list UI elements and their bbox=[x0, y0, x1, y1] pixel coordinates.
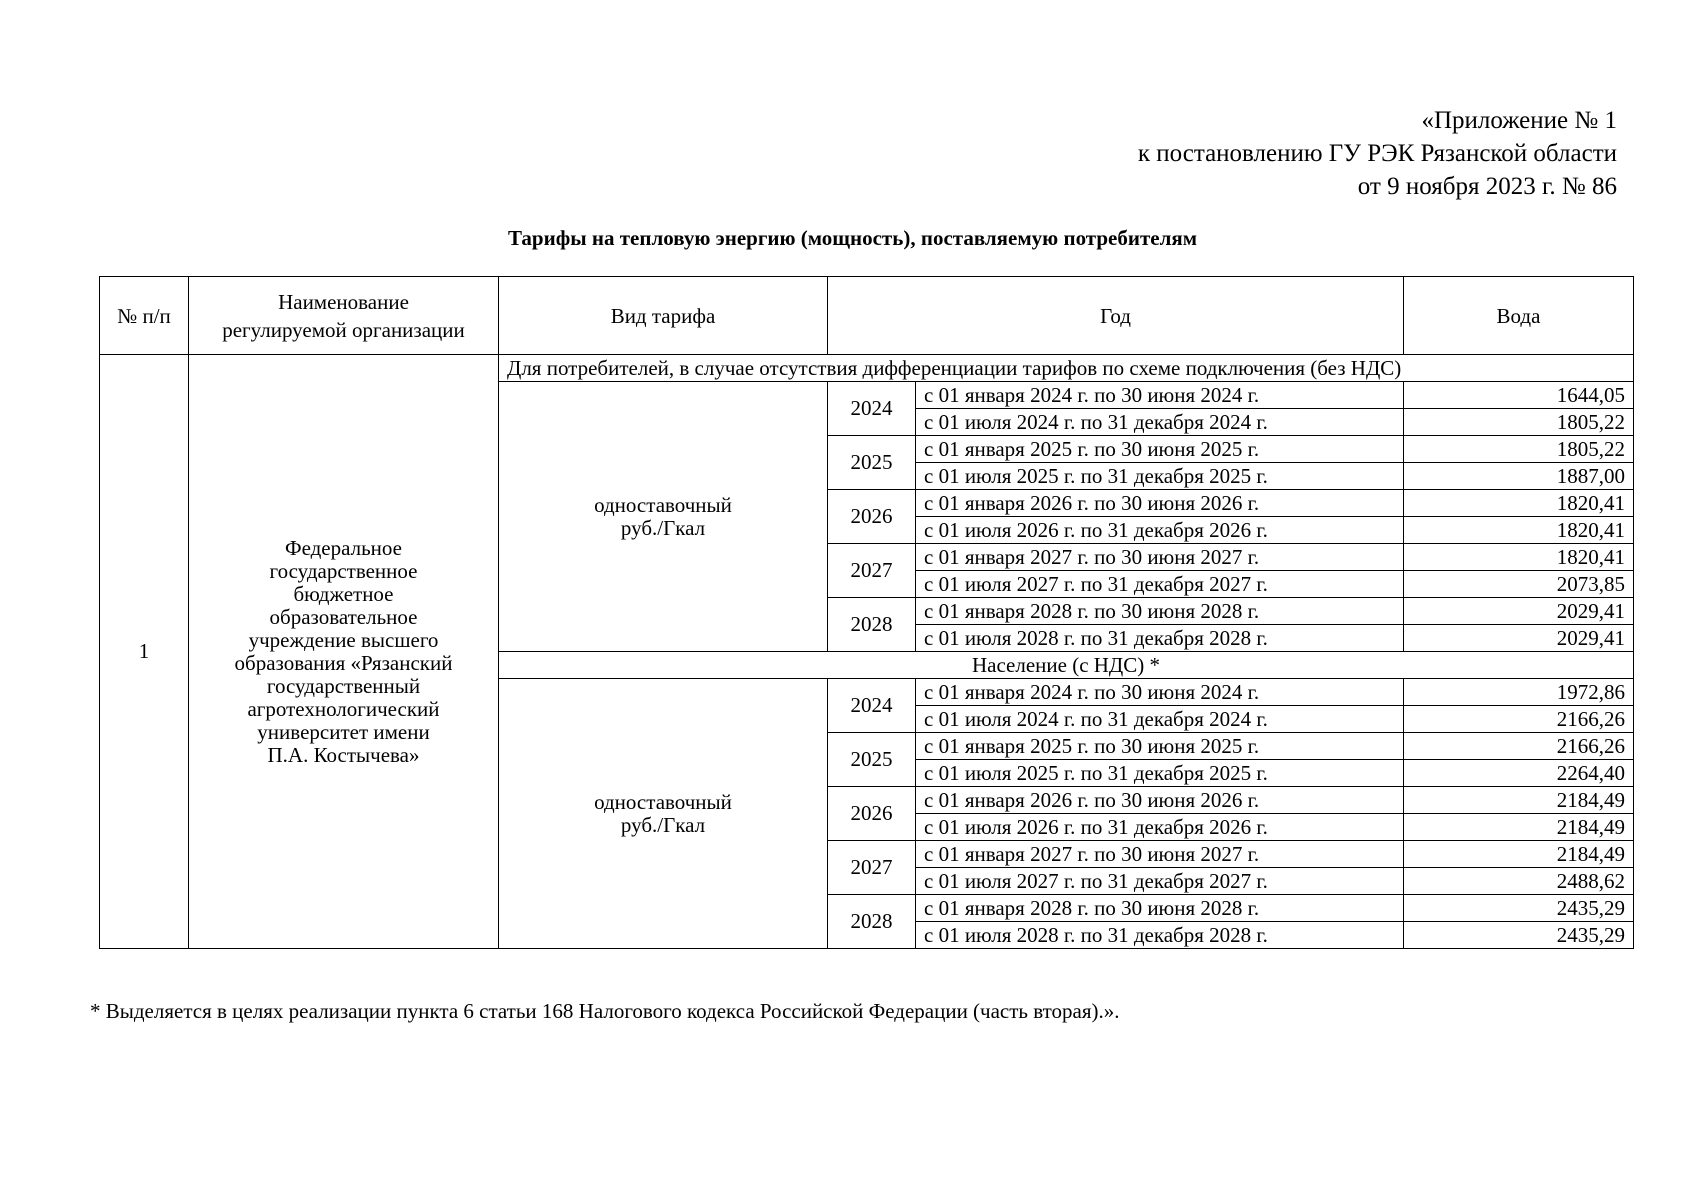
water-value-cell: 1805,22 bbox=[1404, 436, 1634, 463]
col-header-year: Год bbox=[828, 277, 1404, 355]
organization-name-line: агротехнологический bbox=[247, 696, 440, 721]
year-cell: 2026 bbox=[828, 490, 916, 544]
header-line-1: «Приложение № 1 bbox=[1421, 107, 1617, 134]
organization-name bbox=[189, 355, 499, 949]
tariff-kind-line-2: руб./Гкал bbox=[620, 515, 706, 540]
period-cell: с 01 июля 2027 г. по 31 декабря 2027 г. bbox=[916, 868, 1404, 895]
organization-name-line: государственный bbox=[266, 673, 421, 698]
water-value-cell: 2184,49 bbox=[1404, 814, 1634, 841]
section-heading-row bbox=[100, 355, 1634, 382]
year-cell: 2026 bbox=[828, 787, 916, 841]
organization-name-line: образовательное bbox=[269, 604, 418, 629]
tariff-kind bbox=[499, 382, 828, 652]
water-value-cell: 2488,62 bbox=[1404, 868, 1634, 895]
col-header-water: Вода bbox=[1404, 277, 1634, 355]
col-header-tariff: Вид тарифа bbox=[499, 277, 828, 355]
col-header-org-line-1: Наименование bbox=[278, 289, 409, 314]
period-cell: с 01 января 2025 г. по 30 июня 2025 г. bbox=[916, 733, 1404, 760]
period-cell: с 01 января 2024 г. по 30 июня 2024 г. bbox=[916, 679, 1404, 706]
year-cell: 2025 bbox=[828, 436, 916, 490]
section-heading: Для потребителей, в случае отсутствия дифференциации тарифов по схеме подключения (без НДС) bbox=[499, 355, 1634, 382]
tariff-kind-line-1: одноставочный bbox=[594, 789, 732, 814]
period-cell: с 01 июля 2024 г. по 31 декабря 2024 г. bbox=[916, 409, 1404, 436]
water-value-cell: 2166,26 bbox=[1404, 706, 1634, 733]
col-header-num: № п/п bbox=[100, 277, 189, 355]
water-value-cell: 2166,26 bbox=[1404, 733, 1634, 760]
period-cell: с 01 января 2028 г. по 30 июня 2028 г. bbox=[916, 895, 1404, 922]
period-cell: с 01 января 2028 г. по 30 июня 2028 г. bbox=[916, 598, 1404, 625]
period-cell: с 01 июля 2026 г. по 31 декабря 2026 г. bbox=[916, 517, 1404, 544]
organization-name-line: П.А. Костычева» bbox=[267, 742, 420, 767]
water-value-cell: 2184,49 bbox=[1404, 787, 1634, 814]
water-value-cell: 1805,22 bbox=[1404, 409, 1634, 436]
tariff-kind-line-1: одноставочный bbox=[594, 492, 732, 517]
period-cell: с 01 июля 2027 г. по 31 декабря 2027 г. bbox=[916, 571, 1404, 598]
period-cell: с 01 января 2024 г. по 30 июня 2024 г. bbox=[916, 382, 1404, 409]
table-body bbox=[100, 355, 1634, 949]
water-value-cell: 1820,41 bbox=[1404, 517, 1634, 544]
col-header-org-line-2: регулируемой организации bbox=[222, 317, 465, 342]
water-value-cell: 2184,49 bbox=[1404, 841, 1634, 868]
organization-name-line: Федеральное bbox=[284, 535, 403, 560]
organization-name-line: образования «Рязанский bbox=[234, 650, 453, 675]
period-cell: с 01 января 2026 г. по 30 июня 2026 г. bbox=[916, 787, 1404, 814]
footnote: * Выделяется в целях реализации пункта 6 статьи 168 Налогового кодекса Российской Федерации (часть вторая).». bbox=[90, 999, 1120, 1023]
water-value-cell: 1972,86 bbox=[1404, 679, 1634, 706]
document-header bbox=[1138, 104, 1617, 203]
organization-name-line: государственное bbox=[269, 558, 418, 583]
year-cell: 2025 bbox=[828, 733, 916, 787]
period-cell: с 01 января 2026 г. по 30 июня 2026 г. bbox=[916, 490, 1404, 517]
period-cell: с 01 июля 2024 г. по 31 декабря 2024 г. bbox=[916, 706, 1404, 733]
water-value-cell: 1820,41 bbox=[1404, 490, 1634, 517]
table-header-row bbox=[100, 277, 1634, 355]
water-value-cell: 2029,41 bbox=[1404, 598, 1634, 625]
water-value-cell: 2435,29 bbox=[1404, 922, 1634, 949]
water-value-cell: 1644,05 bbox=[1404, 382, 1634, 409]
period-cell: с 01 июля 2025 г. по 31 декабря 2025 г. bbox=[916, 463, 1404, 490]
water-value-cell: 2435,29 bbox=[1404, 895, 1634, 922]
period-cell: с 01 июля 2028 г. по 31 декабря 2028 г. bbox=[916, 922, 1404, 949]
section-heading: Население (с НДС) * bbox=[499, 652, 1634, 679]
period-cell: с 01 июля 2028 г. по 31 декабря 2028 г. bbox=[916, 625, 1404, 652]
row-number: 1 bbox=[100, 355, 189, 949]
header-line-3: от 9 ноября 2023 г. № 86 bbox=[1357, 173, 1617, 200]
year-cell: 2028 bbox=[828, 598, 916, 652]
tariff-table bbox=[99, 276, 1634, 949]
water-value-cell: 1887,00 bbox=[1404, 463, 1634, 490]
year-cell: 2024 bbox=[828, 679, 916, 733]
year-cell: 2028 bbox=[828, 895, 916, 949]
document-title: Тарифы на тепловую энергию (мощность), поставляемую потребителям bbox=[507, 226, 1198, 250]
water-value-cell: 2264,40 bbox=[1404, 760, 1634, 787]
header-line-2: к постановлению ГУ РЭК Рязанской области bbox=[1137, 140, 1617, 167]
water-value-cell: 1820,41 bbox=[1404, 544, 1634, 571]
organization-name-line: бюджетное bbox=[293, 581, 394, 606]
year-cell: 2027 bbox=[828, 544, 916, 598]
year-cell: 2024 bbox=[828, 382, 916, 436]
water-value-cell: 2029,41 bbox=[1404, 625, 1634, 652]
period-cell: с 01 июля 2025 г. по 31 декабря 2025 г. bbox=[916, 760, 1404, 787]
organization-name-line: учреждение высшего bbox=[248, 627, 439, 652]
year-cell: 2027 bbox=[828, 841, 916, 895]
period-cell: с 01 июля 2026 г. по 31 декабря 2026 г. bbox=[916, 814, 1404, 841]
col-header-org bbox=[189, 277, 499, 355]
water-value-cell: 2073,85 bbox=[1404, 571, 1634, 598]
period-cell: с 01 января 2025 г. по 30 июня 2025 г. bbox=[916, 436, 1404, 463]
tariff-kind-line-2: руб./Гкал bbox=[620, 812, 706, 837]
period-cell: с 01 января 2027 г. по 30 июня 2027 г. bbox=[916, 841, 1404, 868]
tariff-kind bbox=[499, 679, 828, 949]
organization-name-line: университет имени bbox=[257, 719, 430, 744]
period-cell: с 01 января 2027 г. по 30 июня 2027 г. bbox=[916, 544, 1404, 571]
